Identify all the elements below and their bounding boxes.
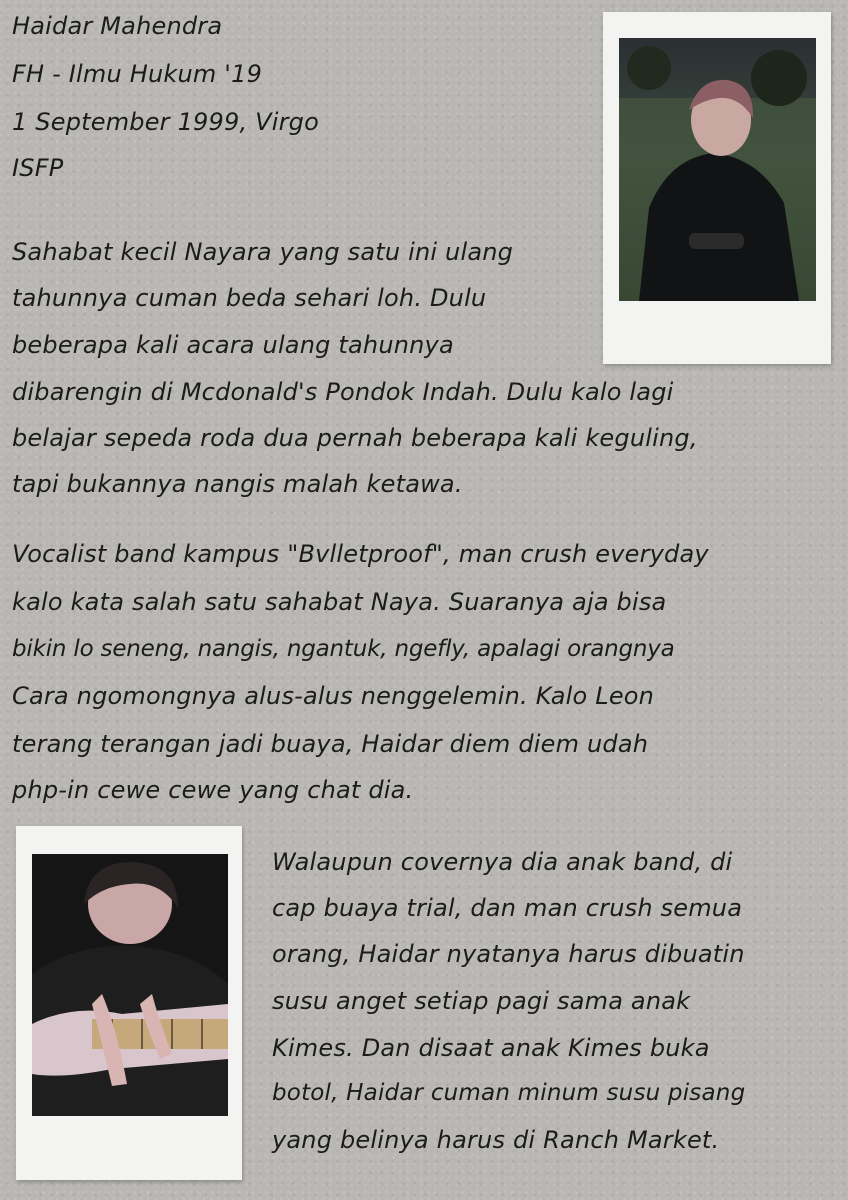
paragraph-3-line-5: Kimes. Dan disaat anak Kimes buka: [272, 1034, 710, 1062]
paragraph-1-line-4: dibarengin di Mcdonald's Pondok Indah. Dulu kalo lagi: [12, 378, 674, 406]
paragraph-2-line-3: bikin lo seneng, nangis, ngantuk, ngefly, apalagi orangnya: [12, 636, 675, 662]
polaroid-photo-top: [603, 12, 831, 364]
profile-name: Haidar Mahendra: [12, 12, 223, 40]
paragraph-3-line-7: yang belinya harus di Ranch Market.: [272, 1126, 720, 1154]
paragraph-3-line-2: cap buaya trial, dan man crush semua: [272, 894, 743, 922]
paragraph-1-line-5: belajar sepeda roda dua pernah beberapa kali keguling,: [12, 424, 698, 452]
paragraph-3-line-1: Walaupun covernya dia anak band, di: [272, 848, 733, 876]
paragraph-2-line-1: Vocalist band kampus "Bvlletproof", man crush everyday: [12, 540, 709, 568]
polaroid-photo-bottom: [16, 826, 242, 1180]
profile-birth: 1 September 1999, Virgo: [12, 108, 319, 136]
paragraph-3-line-4: susu anget setiap pagi sama anak: [272, 987, 691, 1015]
photo-boy-playing-guitar: [32, 854, 228, 1116]
paragraph-1-line-6: tapi bukannya nangis malah ketawa.: [12, 470, 463, 498]
paragraph-2-line-2: kalo kata salah satu sahabat Naya. Suaranya aja bisa: [12, 588, 667, 616]
paragraph-1-line-2: tahunnya cuman beda sehari loh. Dulu: [12, 284, 487, 312]
paragraph-3-line-3: orang, Haidar nyatanya harus dibuatin: [272, 940, 745, 968]
photo-boy-in-park: [619, 38, 816, 301]
paragraph-2-line-5: terang terangan jadi buaya, Haidar diem diem udah: [12, 730, 649, 758]
profile-faculty: FH - Ilmu Hukum '19: [12, 60, 263, 88]
profile-mbti: ISFP: [12, 154, 64, 182]
paragraph-2-line-4: Cara ngomongnya alus-alus nenggelemin. Kalo Leon: [12, 682, 655, 710]
paragraph-3-line-6: botol, Haidar cuman minum susu pisang: [272, 1080, 746, 1106]
paragraph-1-line-1: Sahabat kecil Nayara yang satu ini ulang: [12, 238, 514, 266]
paragraph-2-line-6: php-in cewe cewe yang chat dia.: [12, 776, 414, 804]
paragraph-1-line-3: beberapa kali acara ulang tahunnya: [12, 331, 454, 359]
